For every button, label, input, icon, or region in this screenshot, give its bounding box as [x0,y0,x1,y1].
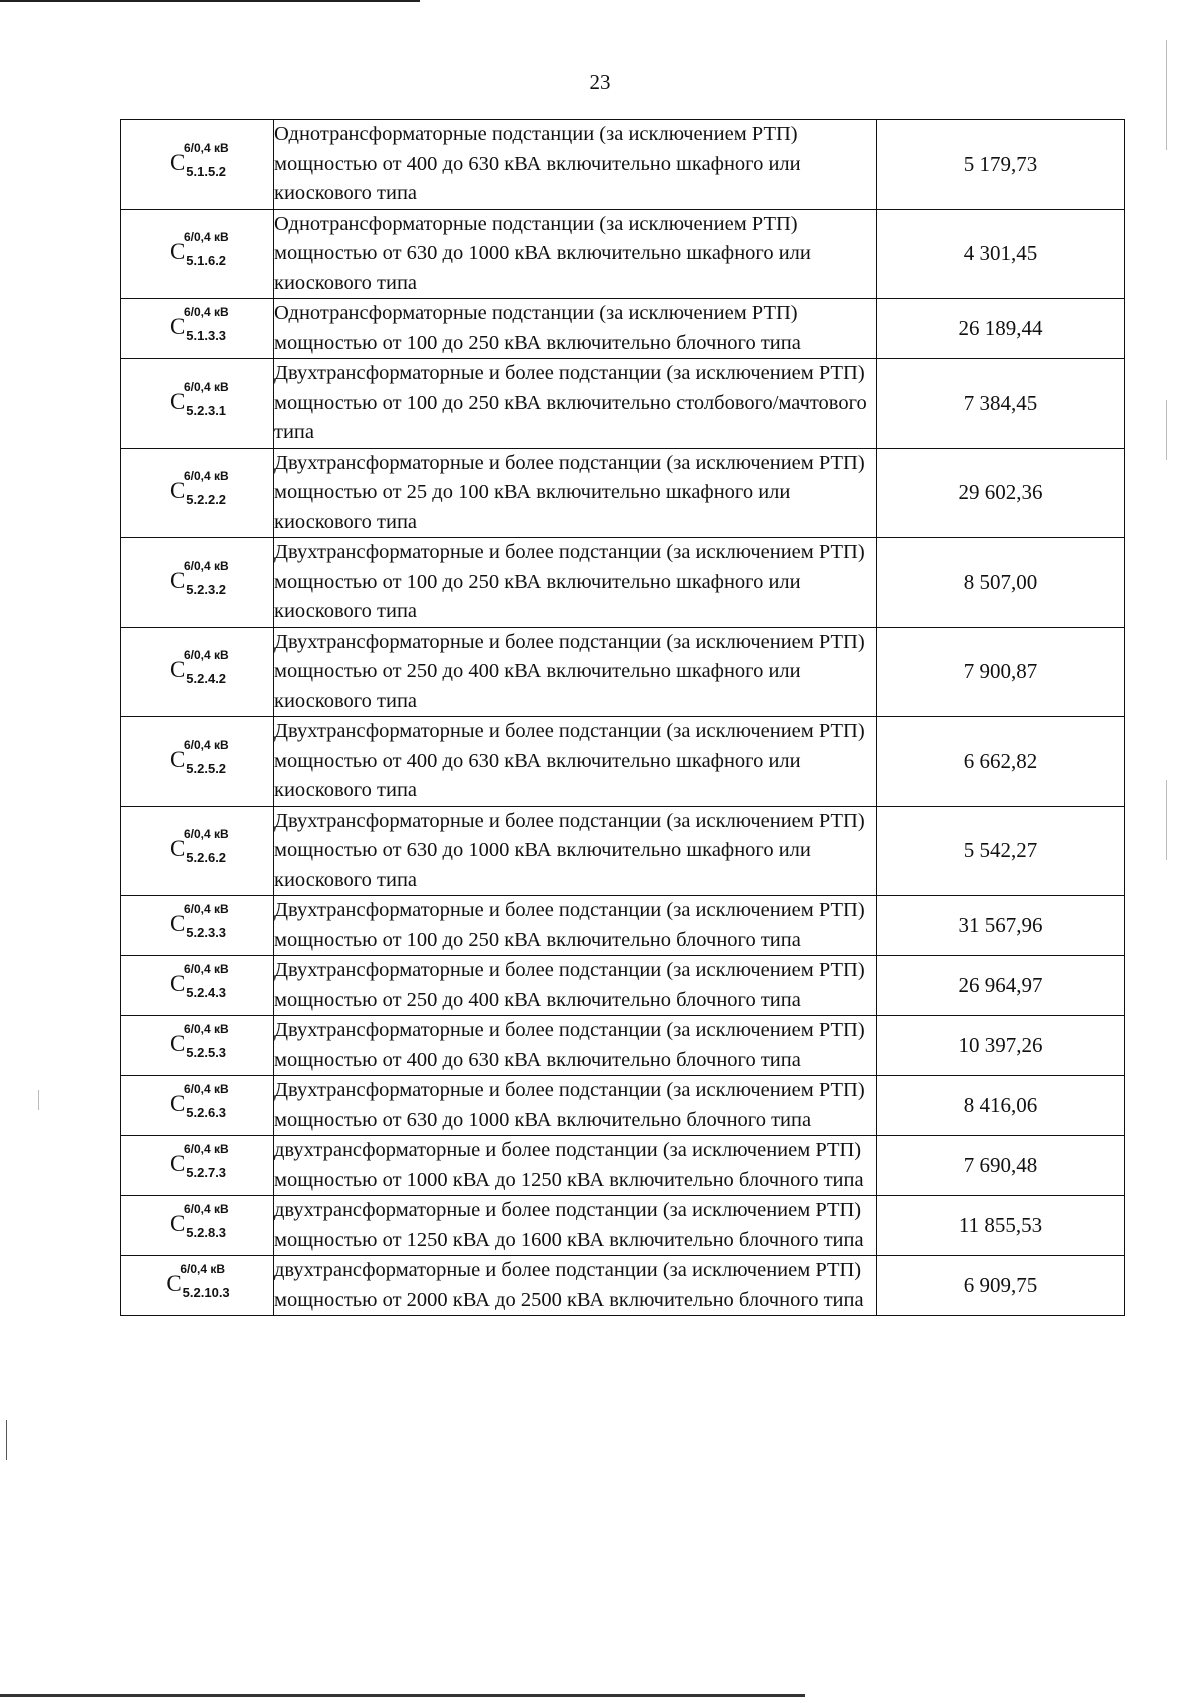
table-row [121,538,1125,628]
tariff-code [168,827,229,866]
code-cell [121,1016,274,1076]
code-cell [121,1256,274,1316]
code-letter: C [169,746,186,772]
code-index: 5.2.5.2 [186,760,227,776]
code-letter: C [169,1091,186,1116]
scan-bottom-rule [0,1694,805,1697]
description-cell: двухтрансформаторные и более подстанции (за исключением РТП) мощностью от 2000 кВА до 2500 кВА включительно блочного типа [274,1256,877,1316]
code-letter: C [169,836,186,862]
code-cell [121,806,274,896]
tariff-code [168,737,229,776]
code-cell [121,1076,274,1136]
code-voltage: 6/0,4 кВ [183,1142,229,1156]
description-cell: двухтрансформаторные и более подстанции (за исключением РТП) мощностью от 1000 кВА до 1250 кВА включительно блочного типа [274,1136,877,1196]
description-cell: Однотрансформаторные подстанции (за исключением РТП) мощностью от 100 до 250 кВА включительно блочного типа [274,299,877,359]
description-cell: Двухтрансформаторные и более подстанции (за исключением РТП) мощностью от 250 до 400 кВА включительно шкафного или киоскового типа [274,627,877,717]
code-voltage: 6/0,4 кВ [183,737,229,752]
code-cell [121,299,274,359]
value-cell: 7 384,45 [877,359,1125,449]
code-voltage: 6/0,4 кВ [183,469,229,484]
code-letter: C [169,149,186,175]
scan-artifact-line [1166,780,1167,860]
tariff-code [168,1202,229,1240]
table-row [121,1016,1125,1076]
value-cell: 7 900,87 [877,627,1125,717]
tariff-code [164,1262,230,1300]
table-row [121,956,1125,1016]
table-row [121,1136,1125,1196]
table-row [121,359,1125,449]
code-cell [121,209,274,299]
code-cell [121,1136,274,1196]
tariff-code [168,558,229,597]
scan-artifact-line [1166,400,1167,460]
code-index: 5.2.5.3 [186,1045,227,1060]
code-index: 5.2.3.3 [186,925,227,940]
value-cell: 10 397,26 [877,1016,1125,1076]
code-letter: C [169,567,186,593]
scan-artifact-line [38,1090,39,1110]
code-cell [121,896,274,956]
code-voltage: 6/0,4 кВ [180,1262,226,1276]
tariff-code [168,305,229,343]
code-cell [121,359,274,449]
table-row [121,209,1125,299]
code-voltage: 6/0,4 кВ [183,379,229,394]
tariff-code [168,1022,229,1060]
tariff-code [168,1082,229,1120]
value-cell: 5 179,73 [877,120,1125,210]
description-cell: Двухтрансформаторные и более подстанции (за исключением РТП) мощностью от 25 до 100 кВА включительно шкафного или киоскового типа [274,448,877,538]
code-voltage: 6/0,4 кВ [183,558,229,573]
table-row [121,448,1125,538]
code-cell [121,627,274,717]
code-index: 5.1.5.2 [186,163,227,179]
description-cell: Двухтрансформаторные и более подстанции (за исключением РТП) мощностью от 100 до 250 кВА включительно шкафного или киоскового типа [274,538,877,628]
table-row [121,299,1125,359]
code-index: 5.2.6.2 [186,850,227,866]
value-cell: 5 542,27 [877,806,1125,896]
table-row [121,1196,1125,1256]
code-letter: C [169,1151,186,1176]
value-cell: 8 507,00 [877,538,1125,628]
code-index: 5.2.4.2 [186,671,227,687]
tariff-code [168,379,229,418]
description-cell: двухтрансформаторные и более подстанции (за исключением РТП) мощностью от 1250 кВА до 1600 кВА включительно блочного типа [274,1196,877,1256]
tariff-code [168,230,229,269]
description-cell: Двухтрансформаторные и более подстанции (за исключением РТП) мощностью от 250 до 400 кВА включительно блочного типа [274,956,877,1016]
scan-artifact-line [1166,40,1167,150]
code-index: 5.2.8.3 [186,1225,227,1240]
scan-artifact-line [6,1420,7,1460]
code-index: 5.2.2.2 [186,492,227,508]
code-letter: C [169,239,186,265]
table-row [121,1076,1125,1136]
code-voltage: 6/0,4 кВ [183,648,229,663]
code-letter: C [169,478,186,504]
tariff-code [168,962,229,1000]
code-voltage: 6/0,4 кВ [183,827,229,842]
table-row [121,627,1125,717]
code-cell [121,538,274,628]
code-cell [121,1196,274,1256]
tariff-code [168,902,229,940]
value-cell: 8 416,06 [877,1076,1125,1136]
table-row [121,120,1125,210]
tariff-code [168,469,229,508]
code-index: 5.2.4.3 [186,985,227,1000]
value-cell: 4 301,45 [877,209,1125,299]
code-voltage: 6/0,4 кВ [183,1202,229,1216]
code-letter: C [166,1271,182,1296]
table-row [121,896,1125,956]
value-cell: 26 964,97 [877,956,1125,1016]
value-cell: 7 690,48 [877,1136,1125,1196]
tariff-table [120,119,1125,1316]
description-cell: Двухтрансформаторные и более подстанции (за исключением РТП) мощностью от 630 до 1000 кВА включительно шкафного или киоскового типа [274,806,877,896]
description-cell: Двухтрансформаторные и более подстанции (за исключением РТП) мощностью от 100 до 250 кВА включительно блочного типа [274,896,877,956]
code-index: 5.1.6.2 [186,253,227,269]
code-cell [121,120,274,210]
value-cell: 29 602,36 [877,448,1125,538]
code-voltage: 6/0,4 кВ [183,305,229,319]
description-cell: Двухтрансформаторные и более подстанции (за исключением РТП) мощностью от 630 до 1000 кВА включительно блочного типа [274,1076,877,1136]
tariff-code [168,140,229,179]
code-voltage: 6/0,4 кВ [183,1022,229,1036]
description-cell: Двухтрансформаторные и более подстанции (за исключением РТП) мощностью от 400 до 630 кВА включительно шкафного или киоскового типа [274,717,877,807]
description-cell: Однотрансформаторные подстанции (за исключением РТП) мощностью от 630 до 1000 кВА включительно шкафного или киоскового типа [274,209,877,299]
value-cell: 6 909,75 [877,1256,1125,1316]
tariff-code [168,648,229,687]
code-voltage: 6/0,4 кВ [183,1082,229,1096]
code-index: 5.2.10.3 [182,1285,230,1300]
code-voltage: 6/0,4 кВ [183,962,229,976]
code-index: 5.2.3.2 [186,581,227,597]
code-letter: C [169,657,186,683]
code-letter: C [169,314,186,339]
code-voltage: 6/0,4 кВ [183,140,229,155]
code-index: 5.2.7.3 [186,1165,227,1180]
description-cell: Двухтрансформаторные и более подстанции (за исключением РТП) мощностью от 400 до 630 кВА включительно блочного типа [274,1016,877,1076]
code-voltage: 6/0,4 кВ [183,902,229,916]
code-voltage: 6/0,4 кВ [183,230,229,245]
description-cell: Двухтрансформаторные и более подстанции (за исключением РТП) мощностью от 100 до 250 кВА включительно столбового/мачтового типа [274,359,877,449]
code-letter: C [169,971,186,996]
page-number: 23 [589,70,611,94]
code-letter: C [169,911,186,936]
table-row [121,806,1125,896]
code-index: 5.2.6.3 [186,1105,227,1120]
code-cell [121,717,274,807]
value-cell: 31 567,96 [877,896,1125,956]
code-letter: C [169,1211,186,1236]
code-letter: C [169,388,186,414]
table-row [121,1256,1125,1316]
description-cell: Однотрансформаторные подстанции (за исключением РТП) мощностью от 400 до 630 кВА включительно шкафного или киоскового типа [274,120,877,210]
value-cell: 11 855,53 [877,1196,1125,1256]
code-index: 5.1.3.3 [186,328,227,343]
tariff-code [168,1142,229,1180]
scan-top-rule [0,0,420,2]
table-row [121,717,1125,807]
value-cell: 26 189,44 [877,299,1125,359]
table-body [121,120,1125,1316]
code-letter: C [169,1031,186,1056]
value-cell: 6 662,82 [877,717,1125,807]
code-index: 5.2.3.1 [186,402,227,418]
code-cell [121,956,274,1016]
code-cell [121,448,274,538]
